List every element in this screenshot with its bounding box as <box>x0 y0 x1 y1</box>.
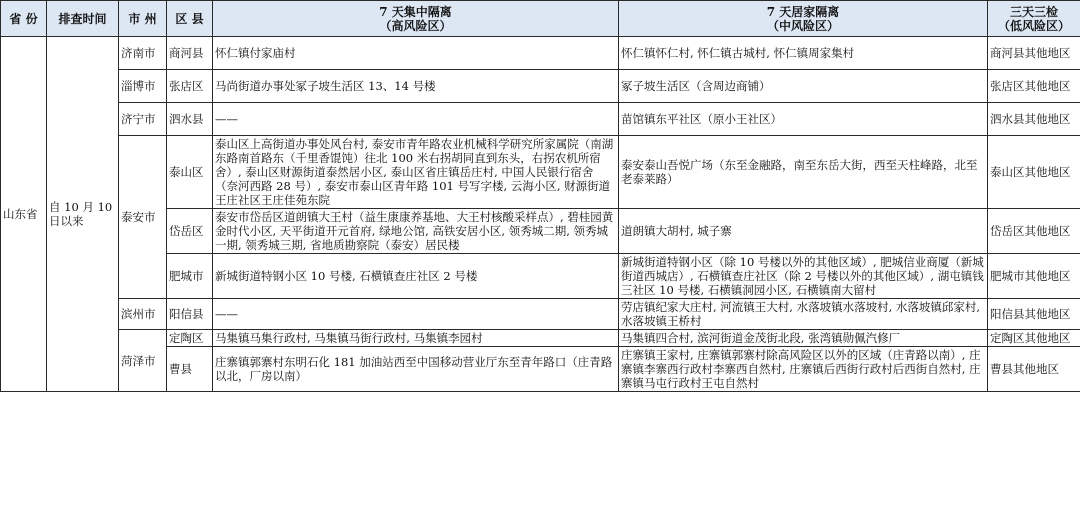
low-risk-cell: 泗水县其他地区 <box>988 103 1080 136</box>
city-cell: 泰安市 <box>119 136 167 299</box>
header-low-risk-line1: 三天三检 <box>1009 4 1058 19</box>
mid-risk-cell: 冢子坡生活区（含周边商铺） <box>619 70 988 103</box>
province-cell: 山东省 <box>1 37 47 392</box>
city-cell: 济南市 <box>119 37 167 70</box>
header-mid-risk-line2: （中风险区） <box>766 18 839 33</box>
header-low-risk-line2: （低风险区） <box>997 18 1070 33</box>
county-cell: 肥城市 <box>167 254 213 299</box>
header-mid-risk-line1: 7 天居家隔离 <box>766 4 840 19</box>
county-cell: 张店区 <box>167 70 213 103</box>
high-risk-cell: 马集镇马集行政村, 马集镇马街行政村, 马集镇李园村 <box>213 330 619 347</box>
low-risk-cell: 肥城市其他地区 <box>988 254 1080 299</box>
low-risk-cell: 商河县其他地区 <box>988 37 1080 70</box>
table-row <box>1 37 1080 70</box>
low-risk-cell: 曹县其他地区 <box>988 347 1080 392</box>
high-risk-cell: —— <box>213 299 619 330</box>
county-cell: 商河县 <box>167 37 213 70</box>
mid-risk-cell: 苗馆镇东平社区（原小王社区） <box>619 103 988 136</box>
header-low-risk <box>988 1 1080 37</box>
mid-risk-cell: 马集镇四合村, 滨河街道金茂街北段, 张湾镇勋佩汽修厂 <box>619 330 988 347</box>
mid-risk-cell: 庄寨镇王家村, 庄寨镇郭寨村除高风险区以外的区域（庄青路以南）, 庄寨镇李寨西行政村李寨西自然村, 庄寨镇后西街行政村后西街自然村, 庄寨镇马屯行政村王屯自然村 <box>619 347 988 392</box>
low-risk-cell: 泰山区其他地区 <box>988 136 1080 209</box>
table-row <box>1 330 1080 347</box>
city-cell: 济宁市 <box>119 103 167 136</box>
high-risk-cell: 庄寨镇郭寨村东明石化 181 加油站西至中国移动营业厅东至青年路口（庄青路以北，厂房以南） <box>213 347 619 392</box>
header-row <box>1 1 1080 37</box>
county-cell: 岱岳区 <box>167 209 213 254</box>
header-province: 省 份 <box>1 1 47 37</box>
mid-risk-cell: 泰安泰山吾悦广场（东至金融路，南至东岳大街，西至天柱峰路，北至老泰莱路） <box>619 136 988 209</box>
table-row <box>1 103 1080 136</box>
county-cell: 定陶区 <box>167 330 213 347</box>
table-row <box>1 299 1080 330</box>
header-high-risk <box>213 1 619 37</box>
low-risk-cell: 阳信县其他地区 <box>988 299 1080 330</box>
header-high-risk-line1: 7 天集中隔离 <box>379 4 452 19</box>
city-cell: 菏泽市 <box>119 330 167 392</box>
mid-risk-cell: 劳店镇纪家大庄村, 河流镇王大村, 水落坡镇水落坡村, 水落坡镇邱家村, 水落坡镇王桥村 <box>619 299 988 330</box>
low-risk-cell: 岱岳区其他地区 <box>988 209 1080 254</box>
mid-risk-cell: 怀仁镇怀仁村, 怀仁镇古城村, 怀仁镇周家集村 <box>619 37 988 70</box>
date-cell: 自 10 月 10 日以来 <box>47 37 119 392</box>
high-risk-cell: 新城街道特钢小区 10 号楼, 石横镇查庄社区 2 号楼 <box>213 254 619 299</box>
mid-risk-cell: 道朗镇大胡村, 城子寨 <box>619 209 988 254</box>
table-row <box>1 136 1080 209</box>
high-risk-cell: 马尚街道办事处冢子坡生活区 13、14 号楼 <box>213 70 619 103</box>
county-cell: 泗水县 <box>167 103 213 136</box>
header-county: 区 县 <box>167 1 213 37</box>
high-risk-cell: 泰安市岱岳区道朗镇大王村（益生康康养基地、大王村核酸采样点）, 碧桂园黄金时代小区, 天平街道开元首府, 绿地公馆, 高铁安居小区, 领秀城二期, 领秀城一期, 领秀城三期, 省地质勘察院（泰安）居民楼 <box>213 209 619 254</box>
low-risk-cell: 定陶区其他地区 <box>988 330 1080 347</box>
county-cell: 阳信县 <box>167 299 213 330</box>
county-cell: 曹县 <box>167 347 213 392</box>
header-date: 排查时间 <box>47 1 119 37</box>
table-row <box>1 70 1080 103</box>
low-risk-cell: 张店区其他地区 <box>988 70 1080 103</box>
mid-risk-cell: 新城街道特钢小区（除 10 号楼以外的其他区域）, 肥城信业商厦（新城街道西城店）, 石横镇查庄社区（除 2 号楼以外的其他区域）, 湖屯镇钱三社区 10 号楼, 石横镇洞园小区, 石横镇南大留村 <box>619 254 988 299</box>
county-cell: 泰山区 <box>167 136 213 209</box>
header-high-risk-line2: （高风险区） <box>379 18 452 33</box>
high-risk-cell: 泰山区上高街道办事处风台村, 泰安市青年路农业机械科学研究所家属院（南湖东路南首路东（千里香馄饨）往北 100 米右拐胡同直到东头，右拐农机所宿舍）, 泰山区财源街道泰然居小区, 泰山区省庄镇岳庄村, 中国人民银行宿舍（奈河西路 28 号）, 泰安市泰山区青年路 101 号写字楼, 云海小区, 财源街道王庄社区王庄佳苑东院 <box>213 136 619 209</box>
header-mid-risk <box>619 1 988 37</box>
city-cell: 淄博市 <box>119 70 167 103</box>
high-risk-cell: —— <box>213 103 619 136</box>
high-risk-cell: 怀仁镇付家庙村 <box>213 37 619 70</box>
city-cell: 滨州市 <box>119 299 167 330</box>
header-city: 市 州 <box>119 1 167 37</box>
